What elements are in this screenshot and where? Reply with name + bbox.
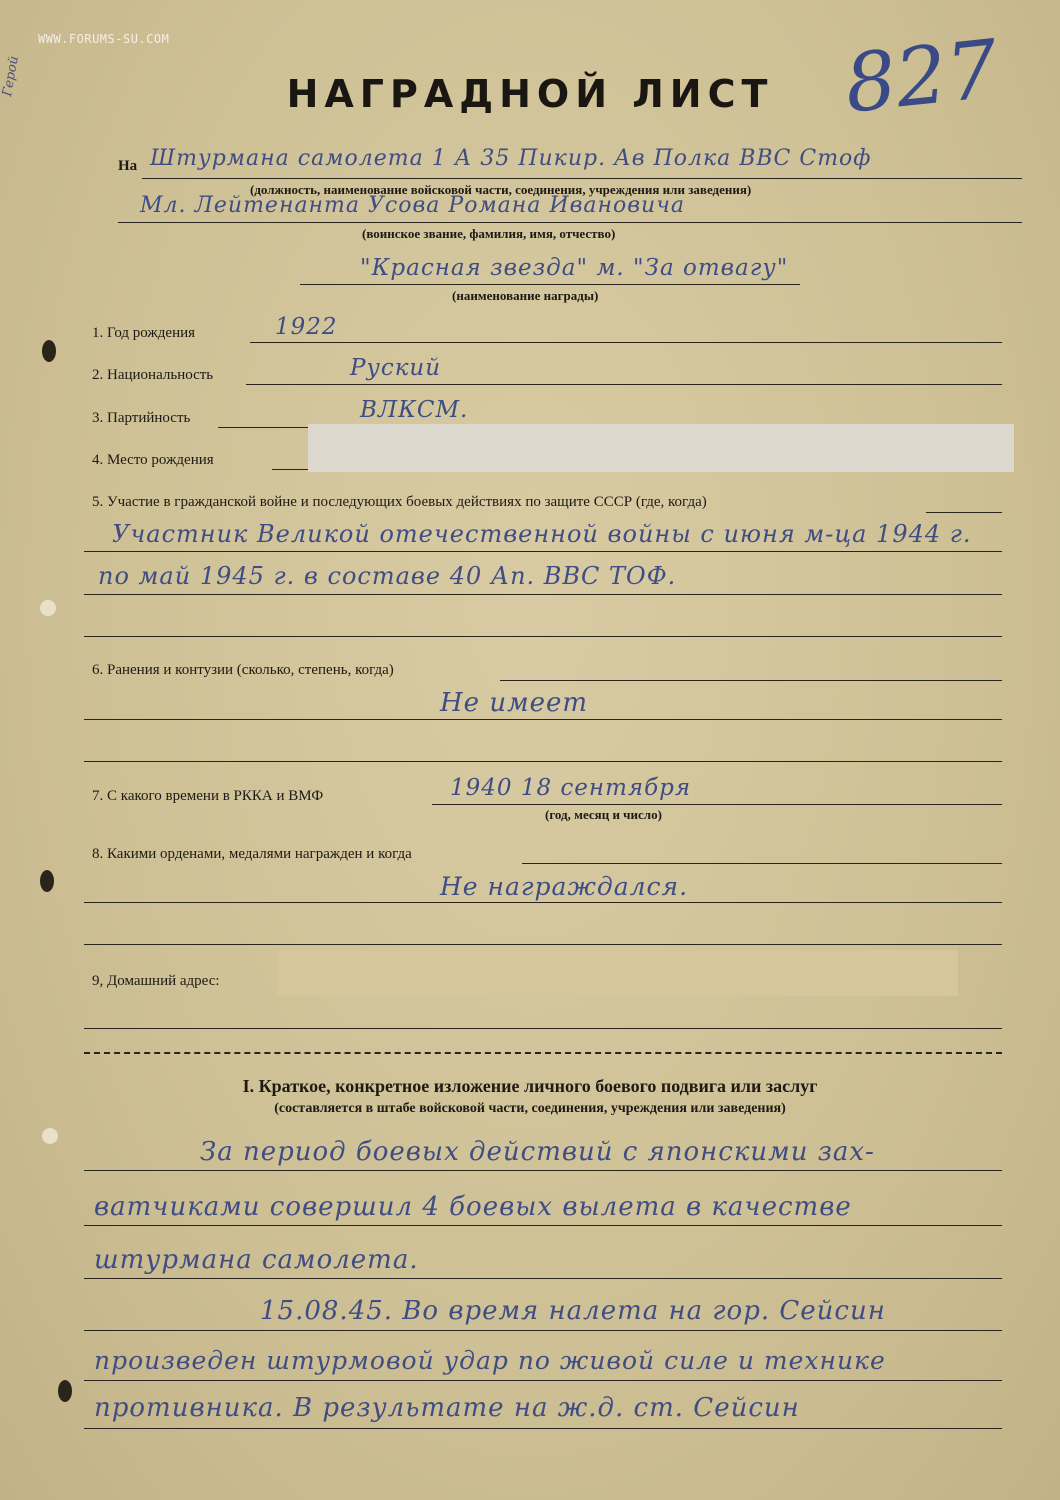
- rank-name-value: Мл. Лейтенанта Усова Романа Ивановича: [140, 193, 686, 218]
- section-line: ватчиками совершил 4 боевых вылета в качестве: [94, 1192, 852, 1222]
- rule: [926, 512, 1002, 513]
- rule: [84, 1170, 1002, 1171]
- rule: [84, 1380, 1002, 1381]
- stamp-number: 827: [840, 22, 1003, 131]
- rule: [500, 680, 1002, 681]
- service-caption: (год, месяц и число): [545, 807, 662, 822]
- section-line: произведен штурмовой удар по живой силе и технике: [94, 1346, 886, 1375]
- rule: [142, 178, 1022, 179]
- birth-year-value: 1922: [275, 314, 338, 340]
- nationality-label: 2. Национальность: [92, 367, 214, 383]
- rule: [84, 761, 1002, 762]
- awards-label: 8. Какими орденами, медалями награжден и когда: [92, 846, 412, 862]
- rule: [84, 594, 1002, 595]
- redaction-block: [308, 424, 1014, 472]
- document-title: НАГРАДНОЙ ЛИСТ: [286, 72, 774, 116]
- party-value: ВЛКСМ.: [360, 397, 469, 423]
- rule: [84, 1428, 1002, 1429]
- section-line: противника. В результате на ж.д. ст. Сейсин: [94, 1393, 800, 1423]
- rule-dashed: [84, 1052, 1002, 1054]
- rule: [84, 1278, 1002, 1279]
- service-label: 7. С какого времени в РККА и ВМФ: [92, 788, 324, 804]
- site-watermark: WWW.FORUMS-SU.COM: [38, 32, 170, 46]
- nationality-value: Руский: [350, 355, 442, 381]
- punch-hole: [42, 1128, 58, 1144]
- rule: [84, 636, 1002, 637]
- rank-name-caption: (воинское звание, фамилия, имя, отчество): [362, 226, 616, 241]
- punch-hole: [58, 1380, 72, 1402]
- to-label: На: [118, 158, 138, 174]
- punch-hole: [40, 870, 54, 892]
- party-label: 3. Партийность: [92, 410, 191, 426]
- punch-hole: [40, 600, 56, 616]
- rule: [118, 222, 1022, 223]
- rule: [84, 1330, 1002, 1331]
- punch-hole: [42, 340, 56, 362]
- section-line: штурмана самолета.: [94, 1245, 419, 1275]
- section-subtitle: (составляется в штабе войсковой части, соединения, учреждения или заведения): [274, 1101, 786, 1116]
- wounds-label: 6. Ранения и контузии (сколько, степень, когда): [92, 662, 394, 678]
- awards-value: Не награждался.: [440, 872, 689, 901]
- rule: [432, 804, 1002, 805]
- rule: [84, 944, 1002, 945]
- award-caption: (наименование награды): [452, 288, 599, 303]
- birth-year-label: 1. Год рождения: [92, 325, 196, 341]
- address-label: 9, Домашний адрес:: [92, 973, 220, 989]
- section-line: 15.08.45. Во время налета на гор. Сейсин: [260, 1296, 886, 1326]
- side-note: Герой: [0, 54, 22, 98]
- birthplace-label: 4. Место рождения: [92, 452, 214, 468]
- rule: [246, 384, 1002, 385]
- section-line: За период боевых действий с японскими зах-: [200, 1137, 875, 1167]
- rule: [84, 1225, 1002, 1226]
- rule: [84, 902, 1002, 903]
- civil-war-label: 5. Участие в гражданской войне и последующих боевых действиях по защите СССР (где, когда): [92, 494, 707, 510]
- civil-war-value-1: Участник Великой отечественной войны с июня м-ца 1944 г.: [112, 520, 972, 548]
- rule: [84, 1028, 1002, 1029]
- wounds-value: Не имеет: [440, 688, 589, 718]
- position-value: Штурмана самолета 1 А 35 Пикир. Ав Полка ВВС Стоф: [150, 146, 872, 171]
- service-value: 1940 18 сентября: [450, 775, 692, 801]
- rule: [250, 342, 1002, 343]
- position-caption: (должность, наименование войсковой части, соединения, учреждения или заведения): [250, 182, 752, 197]
- award-value: "Красная звезда" м. "За отвагу": [360, 255, 789, 281]
- rule: [300, 284, 800, 285]
- civil-war-value-2: по май 1945 г. в составе 40 Ап. ВВС ТОФ.: [98, 562, 677, 590]
- redaction-block: [278, 950, 958, 996]
- rule: [84, 719, 1002, 720]
- section-title: I. Краткое, конкретное изложение личного боевого подвига или заслуг: [242, 1076, 818, 1096]
- rule: [84, 551, 1002, 552]
- rule: [522, 863, 1002, 864]
